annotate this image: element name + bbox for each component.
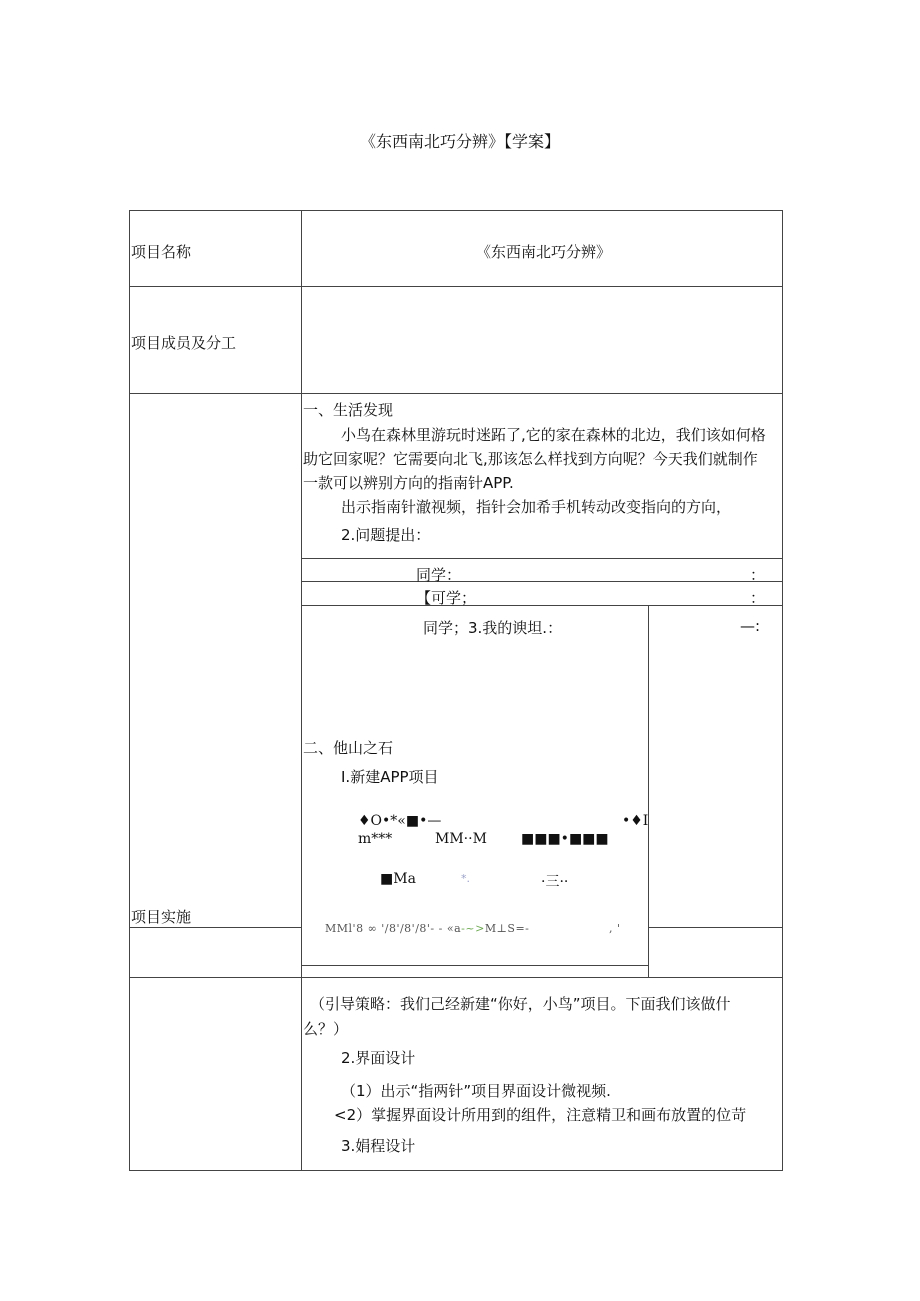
ocr-noise-line-2-b: MM··M bbox=[435, 831, 487, 847]
story-paragraph-line-2: 助它回家呢？它需要向北飞,那该怎么样找到方向呢？今天我们就制作 bbox=[303, 450, 758, 468]
ocr-smear-part-b: M⊥S=- bbox=[484, 922, 530, 935]
section-reference-heading: 二、他山之石 bbox=[303, 739, 394, 757]
student-row-2-end: ： bbox=[750, 589, 766, 607]
split-row-divider bbox=[129, 927, 302, 928]
video-instruction-line: 出示指南针澈视频，指针会加希手机转动改变指向的方向， bbox=[341, 498, 732, 516]
row-divider-3 bbox=[129, 977, 783, 978]
new-project-line: I.新建APP项目 bbox=[341, 768, 439, 786]
student-row-top bbox=[301, 558, 783, 559]
row-divider-2 bbox=[129, 393, 783, 394]
inner-bottom-line bbox=[301, 965, 648, 966]
ocr-smear-line bbox=[325, 922, 529, 935]
student-row-1-end: ： bbox=[750, 566, 766, 584]
guidance-strategy-line-2: 么？） bbox=[303, 1020, 349, 1038]
ocr-noise-line-3-b: *. bbox=[461, 872, 470, 885]
student-row-3-text: 同学；3.我的谀坦.： bbox=[423, 619, 563, 637]
label-column-divider bbox=[301, 210, 302, 1171]
ocr-smear-part-a: MMl'8 ∞ '/8'/8'/8'- - «a bbox=[325, 922, 462, 935]
section-life-discovery-heading: 一、生活发现 bbox=[303, 401, 394, 419]
ocr-noise-line-3-c: ·三·· bbox=[541, 874, 569, 890]
inner-column-divider bbox=[648, 605, 649, 977]
story-paragraph-line-1: 小鸟在森林里游玩时迷跖了,它的家在森林的北边，我们该如何格 bbox=[341, 426, 766, 444]
student-row-3-side: —: bbox=[740, 617, 761, 635]
ocr-noise-line-2-a: m*** bbox=[358, 831, 393, 847]
project-name-label: 项目名称 bbox=[131, 243, 192, 261]
project-implementation-label: 项目实施 bbox=[131, 908, 192, 926]
ui-design-step-1: （1）出示“指两针”项目界面设计微视频. bbox=[341, 1082, 611, 1100]
student-row-2-text: 【可学； bbox=[416, 589, 477, 607]
ocr-noise-line-2-c: ■■■•■■■ bbox=[521, 831, 609, 847]
row-divider-1 bbox=[129, 286, 783, 287]
story-paragraph-line-3: 一款可以辨别方向的指南针APP. bbox=[303, 474, 514, 492]
document-title: 《东西南北巧分辨》【学案】 bbox=[359, 132, 560, 151]
ui-design-heading: 2.界面设计 bbox=[341, 1049, 416, 1067]
project-members-label: 项目成员及分工 bbox=[131, 334, 237, 352]
lesson-table bbox=[129, 210, 783, 1171]
split-row-divider-right bbox=[648, 927, 783, 928]
ocr-smear-arrow: -~> bbox=[461, 922, 485, 935]
student-row-mid bbox=[301, 581, 783, 582]
student-row-bottom bbox=[301, 605, 783, 606]
student-row-1-text: 同学： bbox=[416, 566, 462, 584]
ocr-noise-line-1-right: •♦I bbox=[622, 813, 649, 829]
ui-design-step-2: <2）掌握界面设计所用到的组件，注意精卫和画布放置的位苛 bbox=[334, 1106, 747, 1124]
ocr-noise-line-1-left: ♦O•*«■•— bbox=[358, 813, 442, 829]
project-name-value: 《东西南北巧分辨》 bbox=[476, 243, 612, 261]
question-line: 2.问题提出： bbox=[341, 526, 431, 544]
guidance-strategy-line-1: （引导策略：我们己经新建“你好，小鸟”项目。下面我们该做什 bbox=[310, 995, 731, 1013]
ocr-noise-line-3-a: ■Ma bbox=[380, 871, 416, 887]
ocr-smear-end: , ' bbox=[609, 922, 621, 935]
programming-design-heading: 3.娟程设计 bbox=[341, 1137, 416, 1155]
